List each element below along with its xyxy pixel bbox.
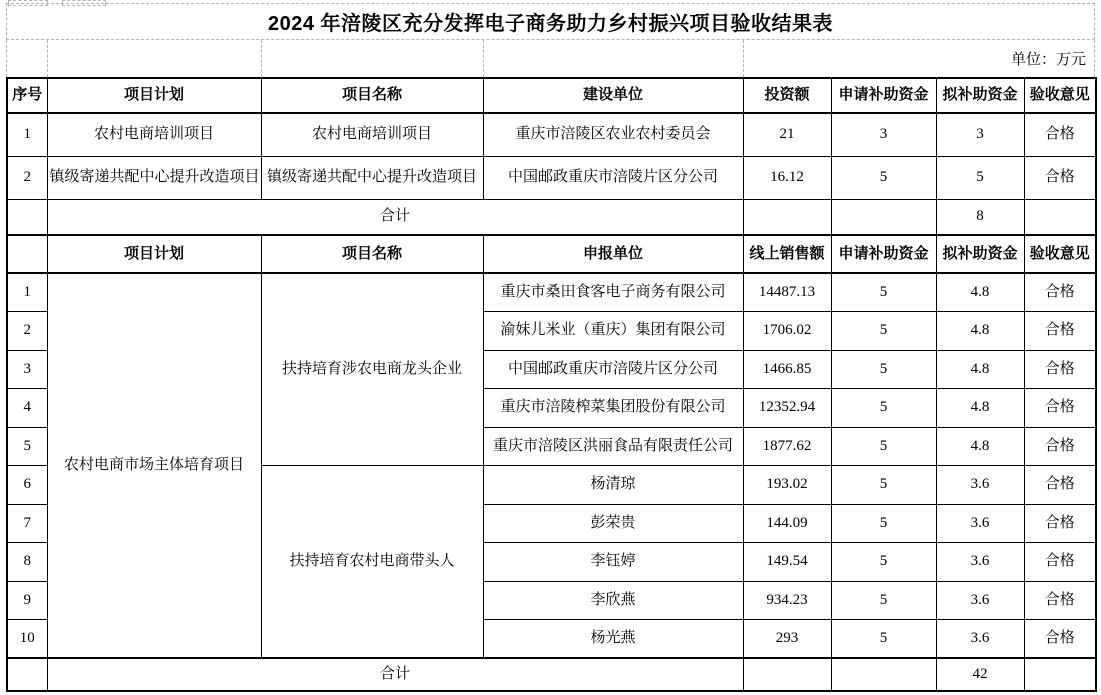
cell-online-sales: 193.02 xyxy=(743,466,831,505)
cell-proposed-subsidy: 4.8 xyxy=(936,312,1024,351)
empty-cell xyxy=(7,199,47,235)
empty-cell xyxy=(1024,199,1096,235)
empty-cell xyxy=(7,658,47,691)
empty-cell xyxy=(1024,658,1096,691)
header-applied-subsidy: 申请补助资金 xyxy=(831,78,936,113)
gridline xyxy=(47,40,48,77)
cell-project-name-merged: 扶持培育农村电商带头人 xyxy=(261,466,483,659)
cell-acceptance-opinion: 合格 xyxy=(1024,312,1096,351)
section1-total-row xyxy=(7,199,1096,235)
header-acceptance-opinion: 验收意见 xyxy=(1024,78,1096,113)
total-proposed-subsidy: 8 xyxy=(936,199,1024,235)
unit-note-row xyxy=(6,40,1095,77)
cell-proposed-subsidy: 3.6 xyxy=(936,543,1024,582)
section1-header-row xyxy=(7,78,1096,113)
total-proposed-subsidy: 42 xyxy=(936,658,1024,691)
cell-applied-subsidy: 5 xyxy=(831,273,936,312)
cell-declaring-unit: 重庆市涪陵榨菜集团股份有限公司 xyxy=(483,389,743,428)
cell-proposed-subsidy: 4.8 xyxy=(936,389,1024,428)
cell-proposed-subsidy: 4.8 xyxy=(936,427,1024,466)
header-serial: 序号 xyxy=(7,78,47,113)
cell-serial: 4 xyxy=(7,389,47,428)
cell-project-plan-merged: 农村电商市场主体培育项目 xyxy=(47,273,261,658)
cell-declaring-unit: 李欣燕 xyxy=(483,581,743,620)
cell-acceptance-opinion: 合格 xyxy=(1024,620,1096,659)
cell-proposed-subsidy: 5 xyxy=(936,156,1024,199)
cell-applied-subsidy: 5 xyxy=(831,620,936,659)
header-proposed-subsidy: 拟补助资金 xyxy=(936,235,1024,273)
cell-proposed-subsidy: 3.6 xyxy=(936,466,1024,505)
cell-proposed-subsidy: 4.8 xyxy=(936,350,1024,389)
cell-serial: 2 xyxy=(7,156,47,199)
cell-online-sales: 149.54 xyxy=(743,543,831,582)
cell-applied-subsidy: 3 xyxy=(831,113,936,156)
empty-cell xyxy=(831,199,936,235)
gridline xyxy=(261,40,262,77)
page-title: 2024 年涪陵区充分发挥电子商务助力乡村振兴项目验收结果表 xyxy=(6,3,1095,40)
cell-proposed-subsidy: 4.8 xyxy=(936,273,1024,312)
header-project-name: 项目名称 xyxy=(261,235,483,273)
cell-declaring-unit: 中国邮政重庆市涪陵片区分公司 xyxy=(483,350,743,389)
cell-serial: 3 xyxy=(7,350,47,389)
header-investment: 投资额 xyxy=(743,78,831,113)
cell-serial: 5 xyxy=(7,427,47,466)
cell-construction-unit: 中国邮政重庆市涪陵片区分公司 xyxy=(483,156,743,199)
empty-cell xyxy=(743,199,831,235)
cell-applied-subsidy: 5 xyxy=(831,427,936,466)
cell-online-sales: 934.23 xyxy=(743,581,831,620)
cell-serial: 9 xyxy=(7,581,47,620)
cell-online-sales: 1877.62 xyxy=(743,427,831,466)
cell-investment: 16.12 xyxy=(743,156,831,199)
empty-cell xyxy=(743,658,831,691)
header-online-sales: 线上销售额 xyxy=(743,235,831,273)
section2-total-row xyxy=(7,658,1096,691)
cell-applied-subsidy: 5 xyxy=(831,504,936,543)
cell-online-sales: 14487.13 xyxy=(743,273,831,312)
header-acceptance-opinion: 验收意见 xyxy=(1024,235,1096,273)
total-label: 合计 xyxy=(47,658,743,691)
cell-serial: 1 xyxy=(7,113,47,156)
cell-acceptance-opinion: 合格 xyxy=(1024,389,1096,428)
cell-acceptance-opinion: 合格 xyxy=(1024,273,1096,312)
cell-declaring-unit: 渝妹儿米业（重庆）集团有限公司 xyxy=(483,312,743,351)
cell-acceptance-opinion: 合格 xyxy=(1024,156,1096,199)
cell-serial: 2 xyxy=(7,312,47,351)
cell-acceptance-opinion: 合格 xyxy=(1024,504,1096,543)
header-serial xyxy=(7,235,47,273)
cell-serial: 1 xyxy=(7,273,47,312)
cell-acceptance-opinion: 合格 xyxy=(1024,427,1096,466)
cell-declaring-unit: 李钰婷 xyxy=(483,543,743,582)
cell-construction-unit: 重庆市涪陵区农业农村委员会 xyxy=(483,113,743,156)
header-construction-unit: 建设单位 xyxy=(483,78,743,113)
cell-applied-subsidy: 5 xyxy=(831,581,936,620)
total-label: 合计 xyxy=(47,199,743,235)
cell-proposed-subsidy: 3.6 xyxy=(936,504,1024,543)
cell-project-name-merged: 扶持培育涉农电商龙头企业 xyxy=(261,273,483,466)
cell-online-sales: 1706.02 xyxy=(743,312,831,351)
cell-declaring-unit: 杨光燕 xyxy=(483,620,743,659)
section2-header-row xyxy=(7,235,1096,273)
table-row xyxy=(7,156,1096,199)
cell-acceptance-opinion: 合格 xyxy=(1024,466,1096,505)
cell-serial: 7 xyxy=(7,504,47,543)
cell-acceptance-opinion: 合格 xyxy=(1024,113,1096,156)
table-row xyxy=(7,273,1096,312)
cell-project-name: 农村电商培训项目 xyxy=(261,113,483,156)
cell-proposed-subsidy: 3.6 xyxy=(936,620,1024,659)
header-applied-subsidy: 申请补助资金 xyxy=(831,235,936,273)
cell-applied-subsidy: 5 xyxy=(831,312,936,351)
cell-project-name: 镇级寄递共配中心提升改造项目 xyxy=(261,156,483,199)
cell-investment: 21 xyxy=(743,113,831,156)
cell-proposed-subsidy: 3 xyxy=(936,113,1024,156)
cell-acceptance-opinion: 合格 xyxy=(1024,581,1096,620)
gridline xyxy=(483,40,484,77)
cell-applied-subsidy: 5 xyxy=(831,466,936,505)
cell-declaring-unit: 重庆市桑田食客电子商务有限公司 xyxy=(483,273,743,312)
cell-online-sales: 12352.94 xyxy=(743,389,831,428)
cell-online-sales: 293 xyxy=(743,620,831,659)
cell-applied-subsidy: 5 xyxy=(831,156,936,199)
cell-online-sales: 144.09 xyxy=(743,504,831,543)
table-row xyxy=(7,113,1096,156)
header-proposed-subsidy: 拟补助资金 xyxy=(936,78,1024,113)
unit-note: 单位：万元 xyxy=(1010,51,1086,68)
cell-proposed-subsidy: 3.6 xyxy=(936,581,1024,620)
cell-online-sales: 1466.85 xyxy=(743,350,831,389)
cell-serial: 10 xyxy=(7,620,47,659)
header-project-name: 项目名称 xyxy=(261,78,483,113)
cell-declaring-unit: 杨清琼 xyxy=(483,466,743,505)
cell-applied-subsidy: 5 xyxy=(831,389,936,428)
results-table xyxy=(6,77,1097,692)
cell-serial: 8 xyxy=(7,543,47,582)
cell-declaring-unit: 彭荣贵 xyxy=(483,504,743,543)
empty-cell xyxy=(831,658,936,691)
header-project-plan: 项目计划 xyxy=(47,235,261,273)
cell-serial: 6 xyxy=(7,466,47,505)
header-declaring-unit: 申报单位 xyxy=(483,235,743,273)
gridline xyxy=(743,40,744,77)
cell-acceptance-opinion: 合格 xyxy=(1024,543,1096,582)
cell-project-plan: 镇级寄递共配中心提升改造项目 xyxy=(47,156,261,199)
cell-applied-subsidy: 5 xyxy=(831,543,936,582)
cell-applied-subsidy: 5 xyxy=(831,350,936,389)
cell-acceptance-opinion: 合格 xyxy=(1024,350,1096,389)
cell-declaring-unit: 重庆市涪陵区洪丽食品有限责任公司 xyxy=(483,427,743,466)
cell-project-plan: 农村电商培训项目 xyxy=(47,113,261,156)
header-project-plan: 项目计划 xyxy=(47,78,261,113)
